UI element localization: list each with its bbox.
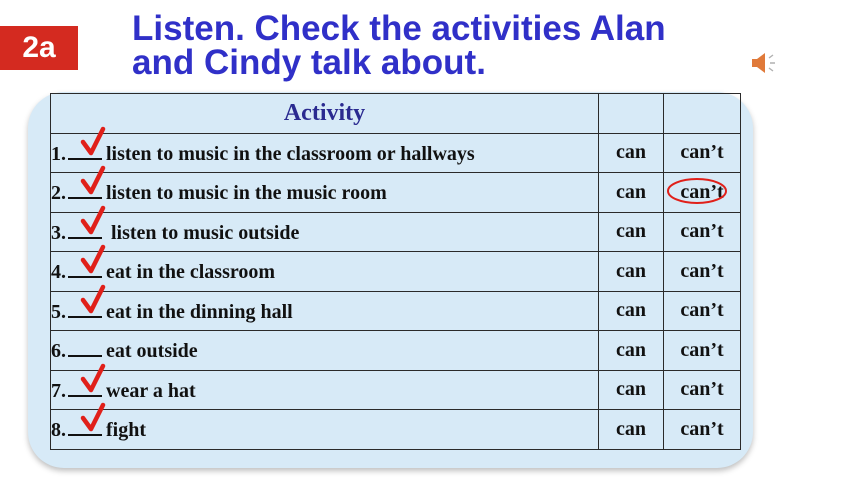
table-row: [51, 370, 741, 410]
answer-blank[interactable]: [68, 179, 102, 199]
cant-label: can’t: [680, 299, 724, 322]
row-number: 7.: [51, 379, 66, 402]
speaker-icon[interactable]: [750, 50, 780, 76]
section-badge: 2a: [0, 26, 78, 70]
activity-cell: [51, 291, 599, 331]
checkmark-icon: [80, 165, 106, 195]
activity-cell: [51, 252, 599, 292]
title-line-2: and Cindy talk about.: [132, 43, 486, 82]
cant-label: can’t: [680, 141, 724, 164]
can-option[interactable]: [599, 173, 664, 213]
answer-blank[interactable]: [68, 337, 102, 357]
can-label: can: [616, 259, 646, 282]
can-option[interactable]: [599, 212, 664, 252]
row-number: 8.: [51, 419, 66, 442]
activity-column-header: Activity: [51, 94, 599, 134]
can-option[interactable]: [599, 331, 664, 371]
can-option[interactable]: [599, 252, 664, 292]
page-title: [132, 9, 752, 82]
can-label: can: [616, 299, 646, 322]
answer-blank[interactable]: [68, 140, 102, 160]
cant-column-header: [664, 94, 741, 134]
answer-blank[interactable]: [68, 377, 102, 397]
activity-cell: [51, 410, 599, 450]
cant-option[interactable]: [664, 212, 741, 252]
cant-option[interactable]: [664, 173, 741, 213]
table-row: [51, 173, 741, 213]
answer-blank[interactable]: [68, 416, 102, 436]
can-label: can: [616, 220, 646, 243]
table-row: [51, 252, 741, 292]
cant-option[interactable]: [664, 133, 741, 173]
table-row: [51, 291, 741, 331]
cant-label: can’t: [680, 220, 724, 243]
activity-cell: [51, 212, 599, 252]
table-row: [51, 331, 741, 371]
table-row: [51, 212, 741, 252]
activity-text: listen to music in the classroom or hallways: [106, 142, 475, 165]
table-header-row: [51, 94, 741, 134]
can-option[interactable]: [599, 291, 664, 331]
can-option[interactable]: [599, 410, 664, 450]
can-label: can: [616, 417, 646, 440]
can-option[interactable]: [599, 370, 664, 410]
cant-label: can’t: [680, 338, 724, 361]
activity-text: eat in the classroom: [106, 261, 276, 284]
checkmark-icon: [80, 205, 106, 235]
activity-text: eat outside: [106, 340, 198, 363]
row-number: 2.: [51, 182, 66, 205]
activity-text: wear a hat: [106, 379, 196, 402]
checkmark-icon: [80, 126, 106, 156]
cant-option[interactable]: [664, 331, 741, 371]
row-number: 3.: [51, 221, 66, 244]
cant-option[interactable]: [664, 291, 741, 331]
activity-text: listen to music outside: [106, 221, 300, 244]
can-option[interactable]: [599, 133, 664, 173]
answer-blank[interactable]: [68, 298, 102, 318]
checkmark-icon: [80, 363, 106, 393]
activity-cell: [51, 173, 599, 213]
can-label: can: [616, 180, 646, 203]
checkmark-icon: [80, 284, 106, 314]
table-row: [51, 133, 741, 173]
can-label: can: [616, 378, 646, 401]
cant-option[interactable]: [664, 410, 741, 450]
cant-option[interactable]: [664, 252, 741, 292]
activity-cell: [51, 133, 599, 173]
activity-cell: [51, 331, 599, 371]
checkmark-icon: [80, 402, 106, 432]
answer-circle-icon: [666, 177, 728, 205]
answer-blank[interactable]: [68, 219, 102, 239]
cant-label: can’t: [680, 259, 724, 282]
cant-label: can’t: [680, 417, 724, 440]
row-number: 1.: [51, 142, 66, 165]
activity-text: eat in the dinning hall: [106, 300, 293, 323]
title-line-1: Listen. Check the activities Alan: [132, 9, 666, 48]
activity-text: listen to music in the music room: [106, 182, 387, 205]
cant-label: can’t: [680, 180, 724, 203]
can-label: can: [616, 141, 646, 164]
activity-text: fight: [106, 419, 146, 442]
can-column-header: [599, 94, 664, 134]
table-row: [51, 410, 741, 450]
cant-label: can’t: [680, 378, 724, 401]
can-label: can: [616, 338, 646, 361]
activity-cell: [51, 370, 599, 410]
answer-blank[interactable]: [68, 258, 102, 278]
activity-table: [50, 93, 741, 450]
checkmark-icon: [80, 244, 106, 274]
cant-option[interactable]: [664, 370, 741, 410]
row-number: 6.: [51, 340, 66, 363]
row-number: 4.: [51, 261, 66, 284]
row-number: 5.: [51, 300, 66, 323]
